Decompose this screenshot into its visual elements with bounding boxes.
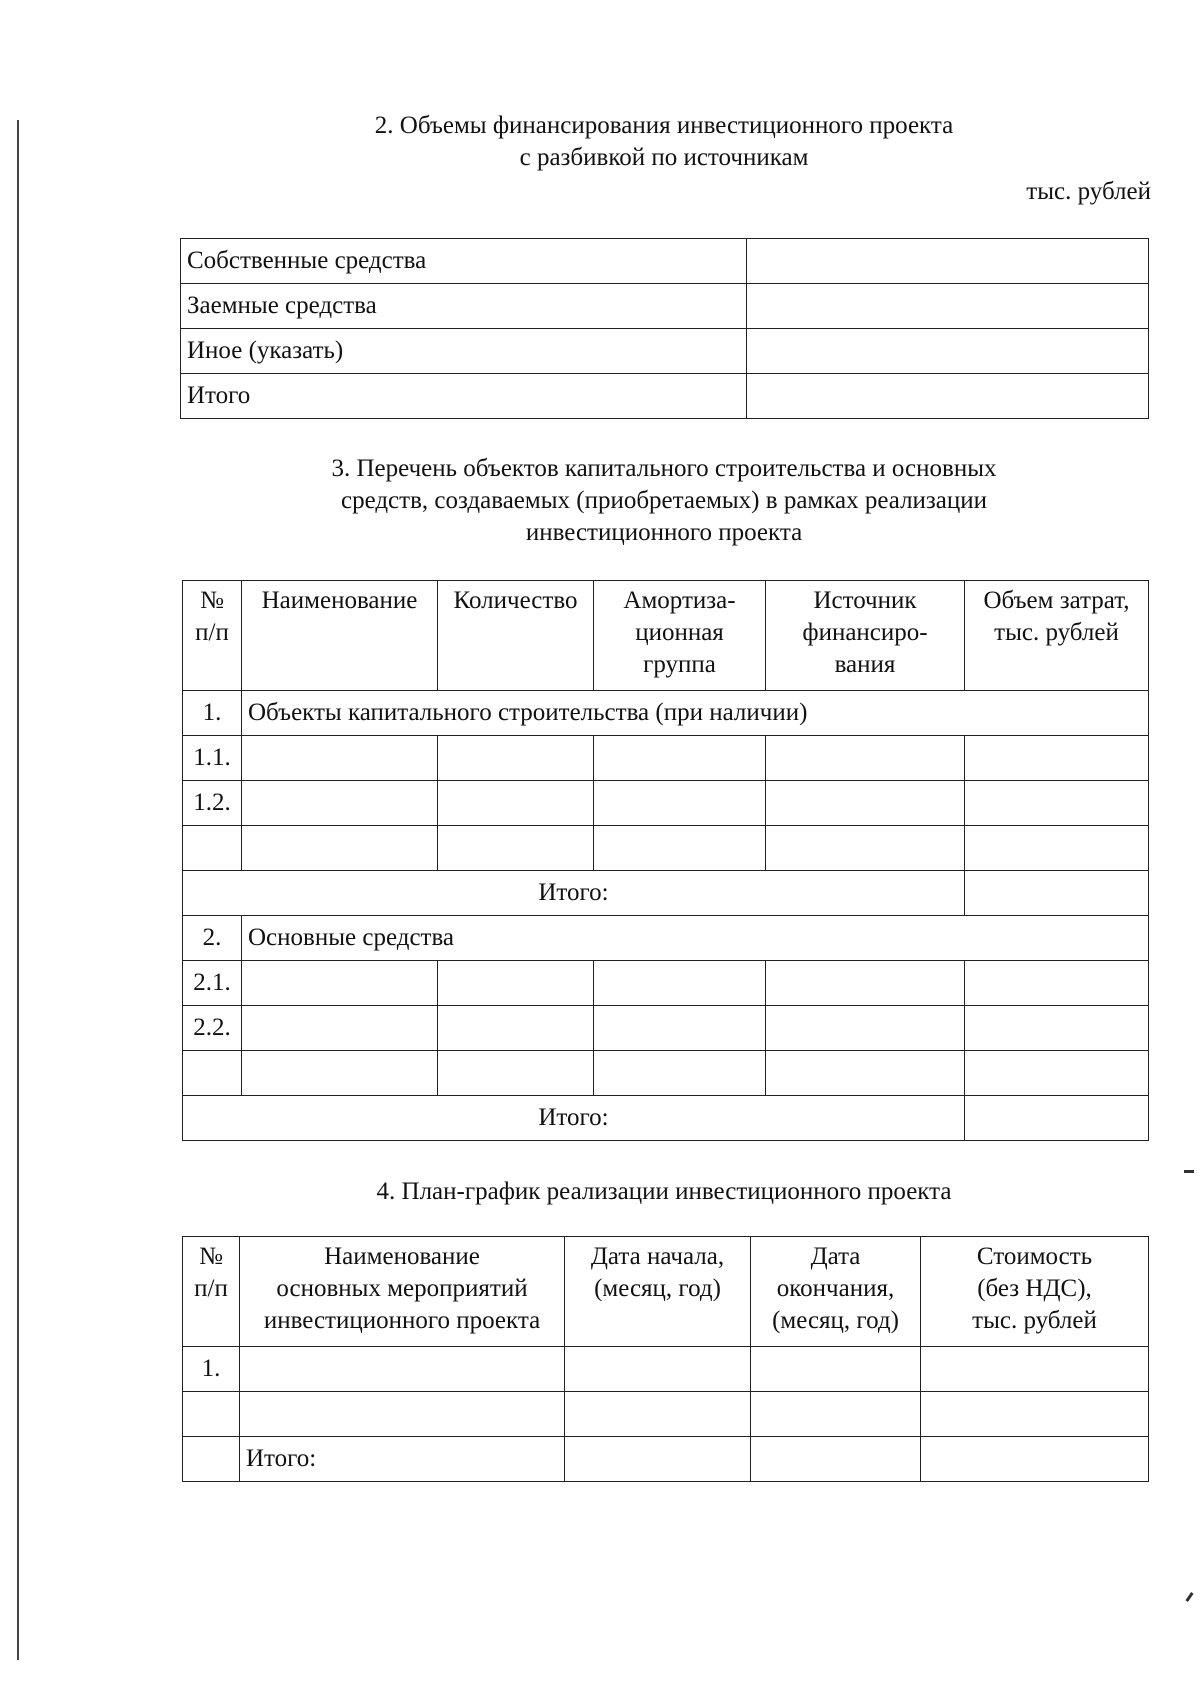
financing-value — [747, 284, 1149, 329]
header-text: № — [199, 1243, 223, 1270]
row-num: 2. — [183, 916, 242, 961]
table-cell — [242, 961, 438, 1006]
section2-heading — [180, 110, 1148, 174]
table-row — [181, 374, 1149, 419]
table-cell — [921, 1347, 1149, 1392]
header-text: Стоимость — [976, 1243, 1093, 1270]
header-text: финансиро- — [802, 619, 928, 646]
header-text: вания — [834, 651, 896, 678]
row-num: 2.2. — [183, 1006, 242, 1051]
table-cell — [438, 961, 594, 1006]
header-num — [183, 1237, 240, 1347]
section3-title-line1: 3. Перечень объектов капитального строительства и основных — [331, 455, 997, 482]
table-cell — [965, 781, 1149, 826]
section3-title-line3: инвестиционного проекта — [525, 519, 803, 546]
table-cell — [766, 1051, 965, 1096]
row-num: 1. — [183, 691, 242, 736]
header-text: Дата — [810, 1243, 861, 1270]
table-row — [181, 284, 1149, 329]
group-label: Основные средства — [242, 916, 1149, 961]
table-cell — [438, 1006, 594, 1051]
table-cell — [242, 1006, 438, 1051]
table-cell — [183, 1437, 240, 1482]
scan-margin-line — [17, 120, 19, 1660]
header-text: Наименование — [324, 1243, 480, 1270]
table-cell — [565, 1392, 751, 1437]
table-cell — [965, 1051, 1149, 1096]
header-text: п/п — [194, 1275, 228, 1302]
table-cell — [565, 1347, 751, 1392]
table-cell — [965, 1006, 1149, 1051]
table-cell — [766, 1006, 965, 1051]
table-cell — [240, 1392, 565, 1437]
total-label: Итого: — [183, 871, 965, 916]
row-num — [183, 826, 242, 871]
total-label: Итого: — [240, 1437, 565, 1482]
total-value — [965, 871, 1149, 916]
table-cell — [965, 826, 1149, 871]
group-row — [183, 691, 1149, 736]
total-row — [183, 1437, 1149, 1482]
table-row — [183, 781, 1149, 826]
header-text: Количество — [453, 587, 578, 614]
financing-label: Итого — [181, 374, 747, 419]
financing-value — [747, 329, 1149, 374]
section3-title-line2: средств, создаваемых (приобретаемых) в рамках реализации — [340, 487, 988, 514]
header-amortization — [594, 581, 766, 691]
header-end-date — [751, 1237, 921, 1347]
header-source — [766, 581, 965, 691]
table-row — [183, 826, 1149, 871]
header-text: ционная — [635, 619, 724, 646]
schedule-table — [182, 1236, 1149, 1482]
header-text: основных мероприятий — [276, 1275, 528, 1302]
table-cell — [438, 736, 594, 781]
table-cell — [240, 1347, 565, 1392]
table-cell — [921, 1392, 1149, 1437]
total-value — [965, 1096, 1149, 1141]
financing-label: Иное (указать) — [181, 329, 747, 374]
table-cell — [438, 1051, 594, 1096]
header-text: группа — [643, 651, 716, 678]
financing-label: Заемные средства — [181, 284, 747, 329]
header-text: окончания, — [776, 1275, 895, 1302]
table-cell — [965, 961, 1149, 1006]
group-label: Объекты капитального строительства (при наличии) — [242, 691, 1149, 736]
row-num: 1.1. — [183, 736, 242, 781]
objects-table — [182, 580, 1149, 1141]
table-row — [181, 239, 1149, 284]
header-text: Объем затрат, — [983, 587, 1130, 614]
header-text: (месяц, год) — [772, 1307, 899, 1334]
table-row — [183, 1392, 1149, 1437]
table-cell — [594, 826, 766, 871]
section2-title-line2: с разбивкой по источникам — [519, 144, 809, 171]
table-row — [183, 1347, 1149, 1392]
header-text: инвестиционного проекта — [263, 1307, 541, 1334]
header-text: тыс. рублей — [972, 1307, 1097, 1334]
table-row — [183, 1006, 1149, 1051]
table-cell — [766, 781, 965, 826]
total-row — [183, 871, 1149, 916]
header-cost — [965, 581, 1149, 691]
table-cell — [594, 961, 766, 1006]
row-num — [183, 1392, 240, 1437]
row-num: 1.2. — [183, 781, 242, 826]
financing-label: Собственные средства — [181, 239, 747, 284]
header-text: (без НДС), — [977, 1275, 1092, 1302]
section3-heading — [180, 453, 1148, 549]
table-row — [183, 1051, 1149, 1096]
header-activity — [240, 1237, 565, 1347]
section4-heading — [180, 1176, 1148, 1208]
table-row — [183, 961, 1149, 1006]
row-num — [183, 1051, 242, 1096]
section2-title-line1: 2. Объемы финансирования инвестиционного проекта — [374, 112, 954, 139]
table-cell — [242, 826, 438, 871]
header-text: п/п — [195, 619, 229, 646]
header-text: тыс. рублей — [994, 619, 1119, 646]
scan-artifact — [1185, 1592, 1193, 1602]
table-cell — [594, 781, 766, 826]
row-num: 2.1. — [183, 961, 242, 1006]
table-cell — [751, 1347, 921, 1392]
header-cost — [921, 1237, 1149, 1347]
table-cell — [242, 1051, 438, 1096]
header-text: (месяц, год) — [594, 1275, 721, 1302]
table-cell — [766, 961, 965, 1006]
group-row — [183, 916, 1149, 961]
objects-table-header — [183, 581, 1149, 691]
table-row — [181, 329, 1149, 374]
header-text: Наименование — [261, 587, 418, 614]
header-text: Источник — [813, 587, 917, 614]
header-quantity — [438, 581, 594, 691]
section2-units: тыс. рублей — [1026, 178, 1151, 205]
total-row — [183, 1096, 1149, 1141]
table-cell — [594, 1006, 766, 1051]
table-cell — [438, 826, 594, 871]
table-cell — [751, 1437, 921, 1482]
table-cell — [594, 736, 766, 781]
table-cell — [965, 736, 1149, 781]
table-cell — [766, 736, 965, 781]
table-cell — [594, 1051, 766, 1096]
header-name — [242, 581, 438, 691]
table-cell — [751, 1392, 921, 1437]
table-cell — [921, 1437, 1149, 1482]
table-cell — [242, 736, 438, 781]
financing-table — [180, 238, 1149, 419]
financing-value — [747, 374, 1149, 419]
header-text: Амортиза- — [623, 587, 736, 614]
header-start-date — [565, 1237, 751, 1347]
total-label: Итого: — [183, 1096, 965, 1141]
scan-artifact — [1184, 1170, 1194, 1173]
financing-value — [747, 239, 1149, 284]
table-row — [183, 736, 1149, 781]
header-text: Дата начала, — [590, 1243, 725, 1270]
table-cell — [438, 781, 594, 826]
table-cell — [242, 781, 438, 826]
row-num: 1. — [183, 1347, 240, 1392]
table-cell — [766, 826, 965, 871]
section4-title: 4. План-график реализации инвестиционного проекта — [376, 1178, 952, 1205]
schedule-table-header — [183, 1237, 1149, 1347]
header-num — [183, 581, 242, 691]
header-text: № — [200, 587, 224, 614]
table-cell — [565, 1437, 751, 1482]
